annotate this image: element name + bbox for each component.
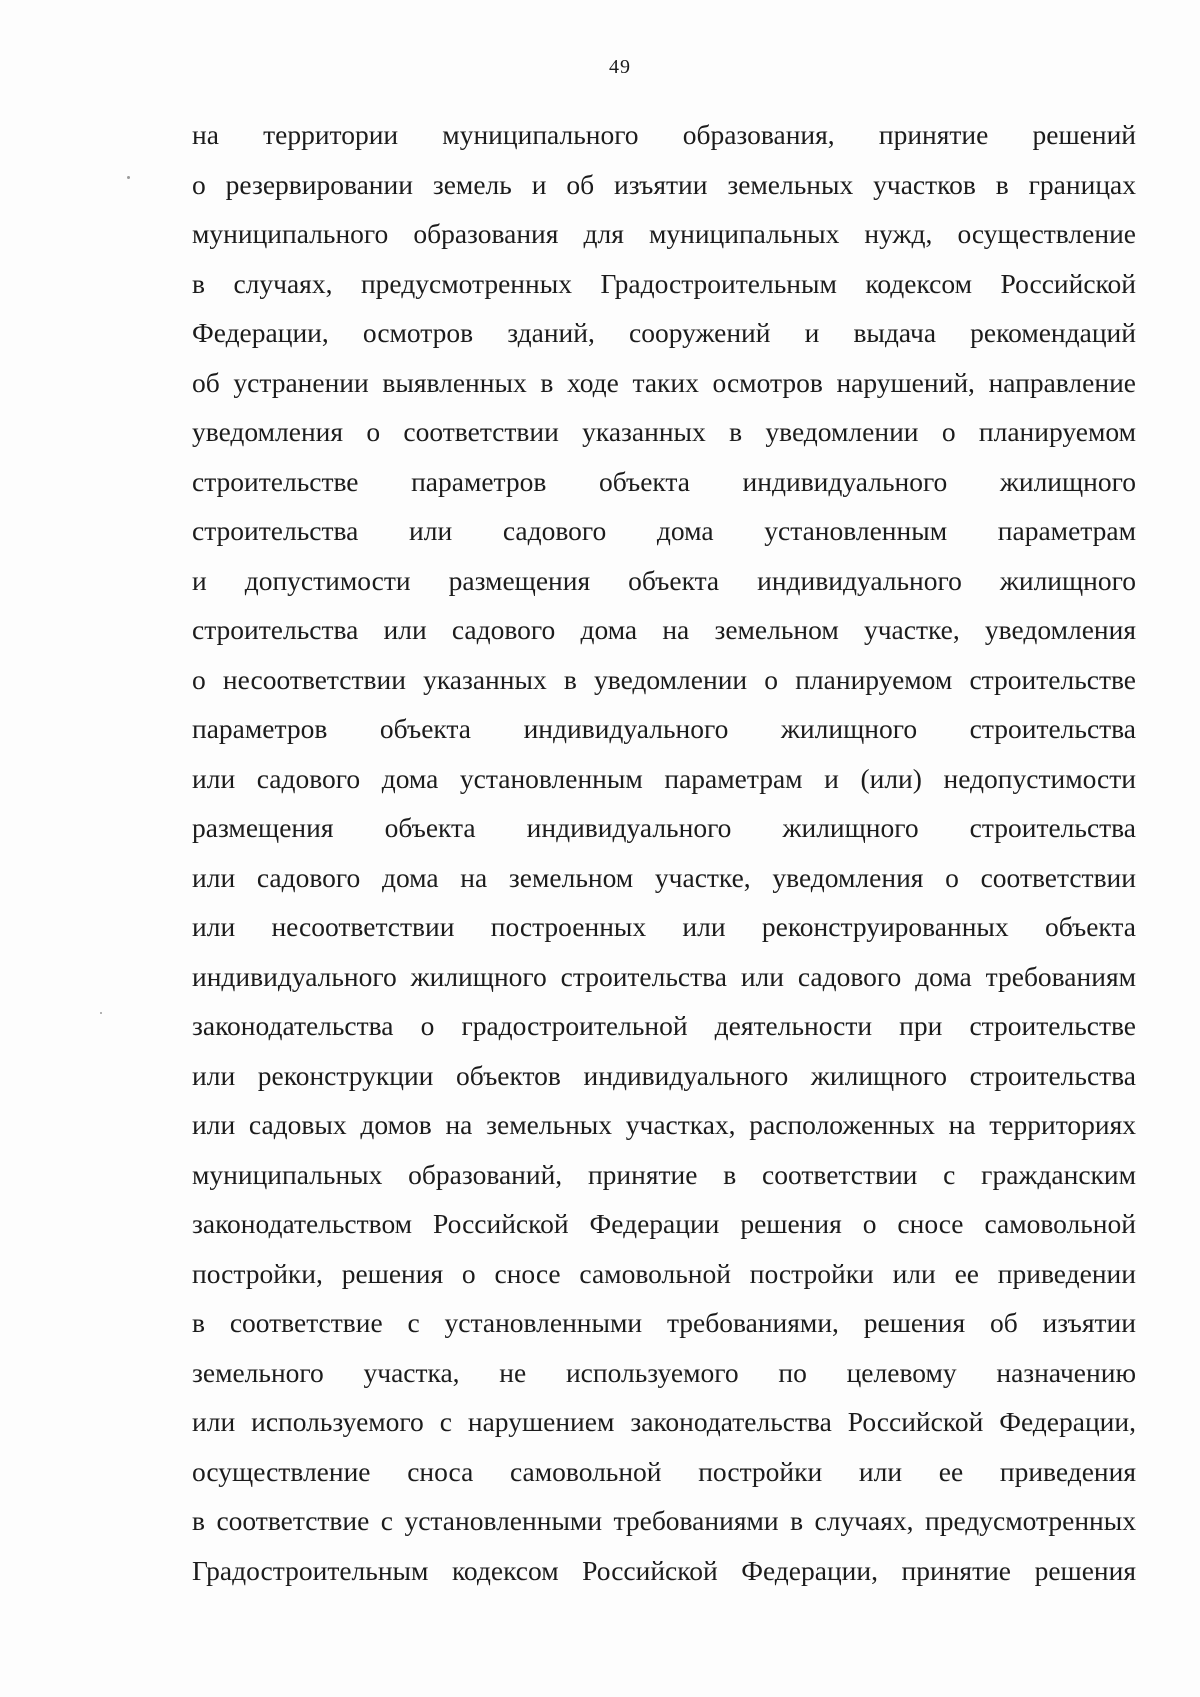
- scan-speck: [100, 1012, 102, 1014]
- text-line: Градостроительным кодексом Российской Федерации, принятие решения: [192, 1554, 1136, 1586]
- text-line: индивидуального жилищного строительства или садового дома требованиям: [192, 960, 1136, 992]
- text-line: муниципальных образований, принятие в соответствии с гражданским: [192, 1158, 1136, 1190]
- text-line: строительства или садового дома на земельном участке, уведомления: [192, 614, 1136, 645]
- text-line: земельного участка, не используемого по целевому назначению: [192, 1356, 1136, 1388]
- text-line: или реконструкции объектов индивидуального жилищного строительства: [192, 1059, 1136, 1091]
- text-line: Федерации, осмотров зданий, сооружений и выдача рекомендаций: [192, 317, 1136, 348]
- text-line: параметров объекта индивидуального жилищного строительства: [192, 713, 1136, 744]
- text-line: о резервировании земель и об изъятии земельных участков в границах: [192, 168, 1136, 200]
- text-line: или используемого с нарушением законодательства Российской Федерации,: [192, 1406, 1136, 1437]
- text-line: постройки, решения о сносе самовольной постройки или ее приведении: [192, 1257, 1136, 1289]
- text-line: в соответствие с установленными требованиями, решения об изъятии: [192, 1307, 1136, 1338]
- page-number: 49: [609, 56, 631, 78]
- text-line: строительства или садового дома установленным параметрам: [192, 515, 1136, 546]
- text-line: и допустимости размещения объекта индивидуального жилищного: [192, 564, 1136, 596]
- text-line: в соответствие с установленными требованиями в случаях, предусмотренных: [192, 1505, 1136, 1536]
- text-line: законодательства о градостроительной деятельности при строительстве: [192, 1010, 1136, 1041]
- scan-speck: [127, 176, 130, 179]
- text-line: уведомления о соответствии указанных в уведомлении о планируемом: [192, 416, 1136, 447]
- text-line: или несоответствии построенных или реконструированных объекта: [192, 911, 1136, 942]
- body-text: [192, 110, 1136, 1595]
- text-line: законодательством Российской Федерации решения о сносе самовольной: [192, 1208, 1136, 1239]
- text-line: или садовых домов на земельных участках, расположенных на территориях: [192, 1109, 1136, 1140]
- text-line: или садового дома на земельном участке, уведомления о соответствии: [192, 861, 1136, 893]
- text-line: на территории муниципального образования, принятие решений: [192, 119, 1136, 150]
- text-line: осуществление сноса самовольной постройки или ее приведения: [192, 1455, 1136, 1487]
- text-line: или садового дома установленным параметрам и (или) недопустимости: [192, 762, 1136, 794]
- text-line: о несоответствии указанных в уведомлении о планируемом строительстве: [192, 663, 1136, 695]
- text-line: размещения объекта индивидуального жилищного строительства: [192, 812, 1136, 843]
- text-line: муниципального образования для муниципальных нужд, осуществление: [192, 218, 1136, 249]
- text-line: в случаях, предусмотренных Градостроительным кодексом Российской: [192, 267, 1136, 299]
- text-line: об устранении выявленных в ходе таких осмотров нарушений, направление: [192, 366, 1136, 398]
- text-line: строительстве параметров объекта индивидуального жилищного: [192, 465, 1136, 497]
